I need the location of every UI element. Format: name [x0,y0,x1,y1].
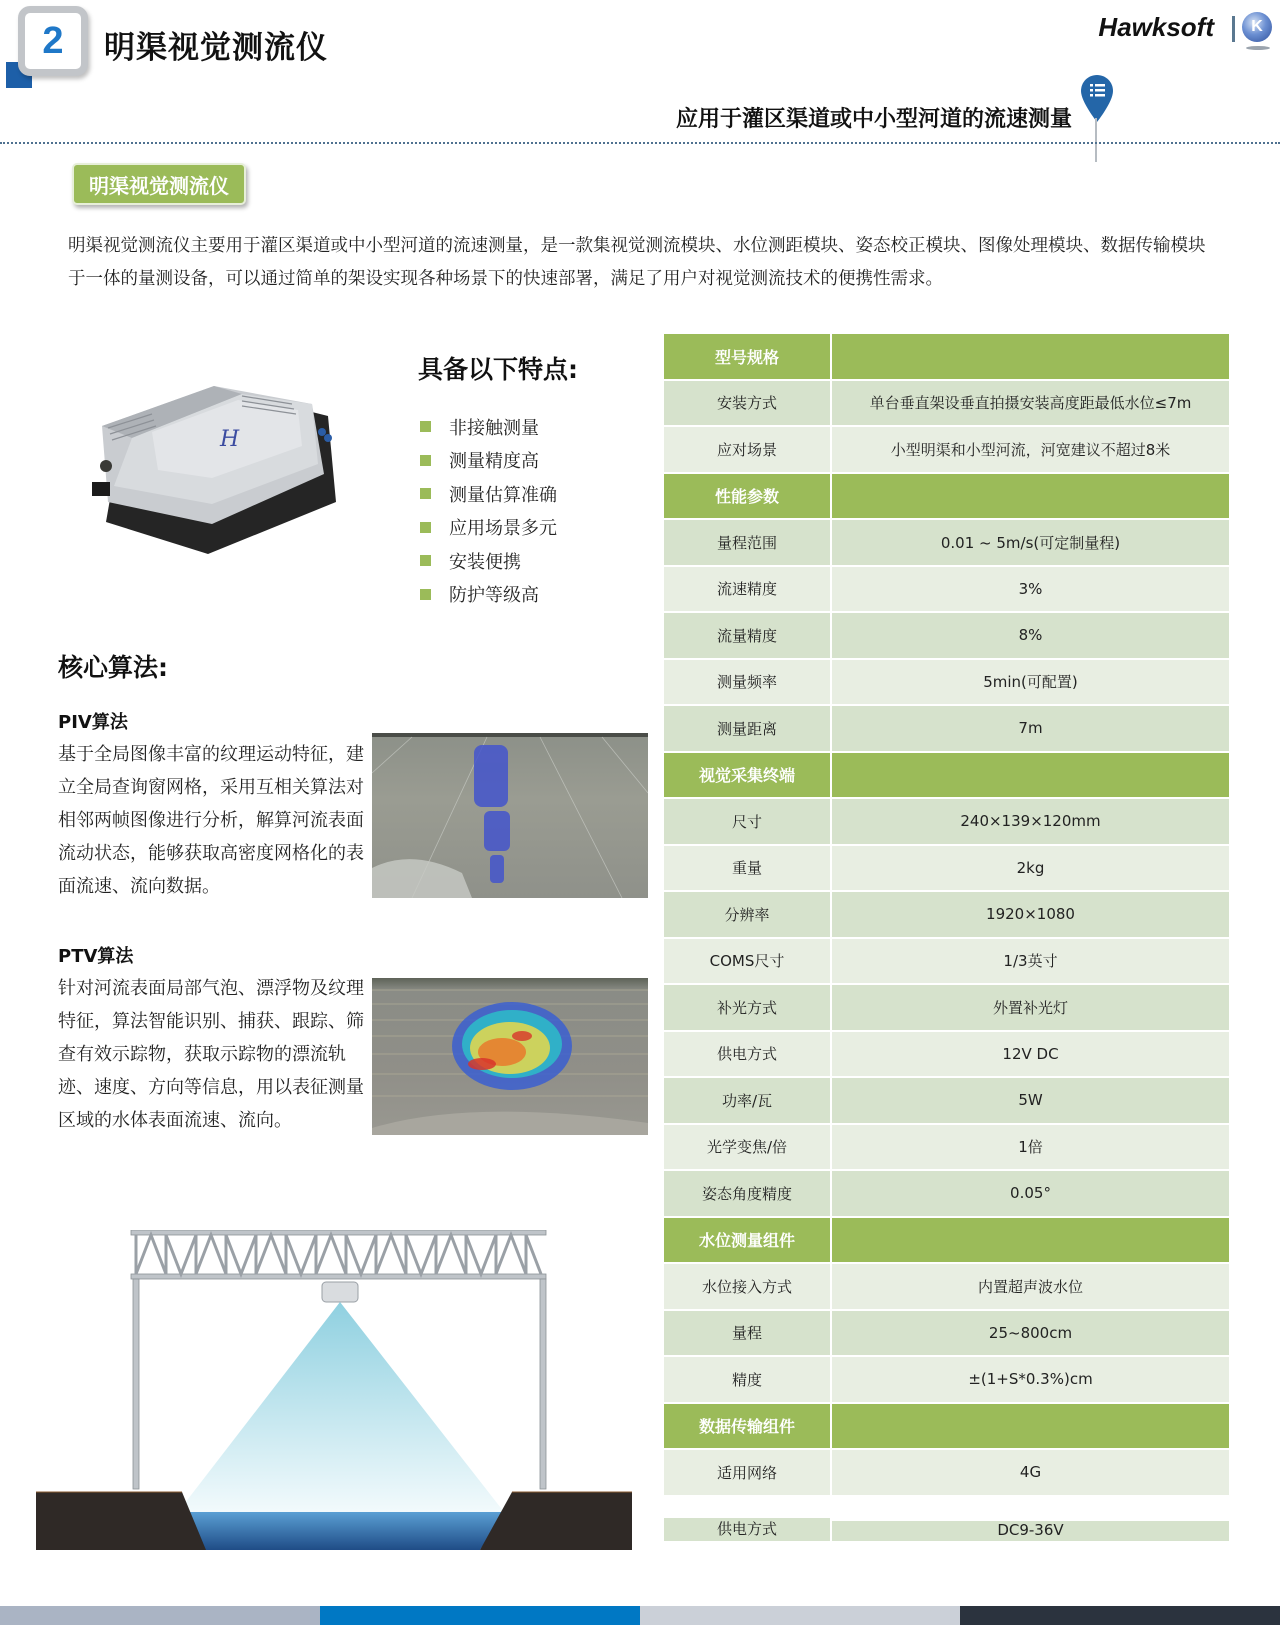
spec-row [664,1078,1229,1123]
spec-key: 流速精度 [664,567,830,612]
spec-row [664,1125,1229,1170]
spec-key: 功率/瓦 [664,1078,830,1123]
spec-row [664,892,1229,937]
intro-paragraph: 明渠视觉测流仪主要用于灌区渠道或中小型河道的流速测量，是一款集视觉测流模块、水位测距模块、姿态校正模块、图像处理模块、数据传输模块于一体的量测设备，可以通过简单的架设实现各种场景下的快速部署，满足了用户对视觉测流技术的便携性需求。 [68,236,1206,289]
svg-text:H: H [220,427,240,452]
spec-row [664,846,1229,891]
spec-value: 0.01 ~ 5m/s(可定制量程) [832,520,1229,565]
piv-heading: PIV算法 [58,712,128,733]
spec-value [832,753,1229,798]
brand-logo-shadow [1246,46,1270,50]
ptv-result-image [372,978,648,1135]
spec-key: 分辨率 [664,892,830,937]
feature-item [420,410,557,444]
spec-row [664,1171,1229,1216]
spec-key: 尺寸 [664,799,830,844]
spec-key: 型号规格 [664,334,830,379]
spec-key: 测量频率 [664,660,830,705]
spec-key: 重量 [664,846,830,891]
spec-section-header [664,753,1229,798]
header-divider [0,142,1280,144]
algorithms-title: 核心算法: [58,653,168,682]
spec-value: ±(1+S*0.3%)cm [832,1357,1229,1402]
spec-key: 性能参数 [664,474,830,519]
feature-item [420,477,557,511]
spec-value: 1/3英寸 [832,939,1229,984]
spec-value: 4G [832,1450,1229,1495]
spec-key: 供电方式 [664,1518,830,1541]
spec-row [664,799,1229,844]
footer-color-bar [0,1606,1280,1625]
spec-row [664,1032,1229,1077]
bullet-square-icon [420,421,431,432]
footer-segment [0,1606,320,1625]
feature-label: 防护等级高 [449,585,539,607]
spec-table [664,334,1229,1543]
feature-label: 测量精度高 [449,451,539,473]
spec-row [664,427,1229,472]
spec-value: 3% [832,567,1229,612]
map-pin-list-icon [1080,74,1114,124]
footer-segment [960,1606,1280,1625]
ptv-heading: PTV算法 [58,946,134,967]
page-title: 明渠视觉测流仪 [104,30,328,66]
page-subtitle: 应用于灌区渠道或中小型河道的流速测量 [675,107,1072,132]
spec-value: 单台垂直架设垂直拍摄安装高度距最低水位≤7m [832,381,1229,426]
spec-section-header [664,474,1229,519]
bullet-square-icon [420,522,431,533]
spec-value [832,334,1229,379]
brand-divider [1232,16,1235,42]
brand-logo-glyph: K [1251,18,1263,35]
product-image [92,374,338,560]
section-number-badge [6,2,92,86]
feature-item [420,578,557,612]
spec-value [832,1218,1229,1263]
spec-key: 量程 [664,1311,830,1356]
spec-value: 外置补光灯 [832,985,1229,1030]
spec-section-header [664,1404,1229,1449]
spec-value: 25~800cm [832,1311,1229,1356]
spec-row [664,1264,1229,1309]
spec-key: 水位测量组件 [664,1218,830,1263]
spec-key: 供电方式 [664,1032,830,1077]
spec-row [664,1450,1229,1495]
feature-label: 测量估算准确 [449,484,557,506]
spec-value: 7m [832,706,1229,751]
feature-label: 安装便携 [449,551,521,573]
footer-segment [320,1606,640,1625]
brand-logo-icon [1242,12,1272,42]
spec-value: DC9-36V [832,1521,1229,1541]
ptv-description: 针对河流表面局部气泡、漂浮物及纹理特征，算法智能识别、捕获、跟踪、筛查有效示踪物，获取示踪物的漂流轨迹、速度、方向等信息，用以表征测量区域的水体表面流速、流向。 [58,978,364,1131]
spec-section-header [664,1218,1229,1263]
features-list [420,410,557,611]
spec-value [832,474,1229,519]
spec-row [664,1357,1229,1402]
spec-value: 5W [832,1078,1229,1123]
spec-key: 应对场景 [664,427,830,472]
spec-key: 数据传输组件 [664,1404,830,1449]
feature-item [420,444,557,478]
spec-value: 1倍 [832,1125,1229,1170]
pin-stem [1095,118,1097,162]
feature-label: 应用场景多元 [449,518,557,540]
spec-key: 精度 [664,1357,830,1402]
spec-key: 适用网络 [664,1450,830,1495]
bullet-square-icon [420,555,431,566]
spec-key: 光学变焦/倍 [664,1125,830,1170]
piv-description: 基于全局图像丰富的纹理运动特征，建立全局查询窗网格，采用互相关算法对相邻两帧图像进行分析，解算河流表面流动状态，能够获取高密度网格化的表面流速、流向数据。 [58,744,364,897]
spec-row [664,613,1229,658]
feature-item [420,544,557,578]
spec-key: 补光方式 [664,985,830,1030]
bullet-square-icon [420,589,431,600]
spec-key: 安装方式 [664,381,830,426]
spec-row [664,939,1229,984]
spec-value: 8% [832,613,1229,658]
installation-diagram [36,1230,632,1550]
spec-value: 内置超声波水位 [832,1264,1229,1309]
feature-label: 非接触测量 [449,417,539,439]
bullet-square-icon [420,455,431,466]
brand-name: Hawksoft [1098,12,1214,42]
badge-frame [18,6,88,76]
spec-value: 12V DC [832,1032,1229,1077]
features-title: 具备以下特点: [418,355,578,384]
spec-value: 0.05° [832,1171,1229,1216]
spec-row [664,660,1229,705]
spec-key: COMS尺寸 [664,939,830,984]
spec-value: 1920×1080 [832,892,1229,937]
footer-segment [640,1606,960,1625]
spec-value: 2kg [832,846,1229,891]
piv-result-image [372,733,648,898]
spec-value: 5min(可配置) [832,660,1229,705]
spec-row [664,985,1229,1030]
spec-key: 姿态角度精度 [664,1171,830,1216]
spec-row [664,1311,1229,1356]
bullet-square-icon [420,488,431,499]
spec-key: 测量距离 [664,706,830,751]
spec-value [832,1404,1229,1449]
spec-value: 小型明渠和小型河流，河宽建议不超过8米 [832,427,1229,472]
spec-section-header [664,334,1229,379]
spec-value: 240×139×120mm [832,799,1229,844]
section-tag: 明渠视觉测流仪 [72,163,246,205]
section-number: 2 [42,19,64,62]
spec-row [664,520,1229,565]
spec-key: 视觉采集终端 [664,753,830,798]
spec-row [664,706,1229,751]
spec-row [664,1497,1229,1541]
spec-key: 水位接入方式 [664,1264,830,1309]
spec-row [664,567,1229,612]
spec-key: 流量精度 [664,613,830,658]
spec-row [664,381,1229,426]
feature-item [420,511,557,545]
spec-key: 量程范围 [664,520,830,565]
